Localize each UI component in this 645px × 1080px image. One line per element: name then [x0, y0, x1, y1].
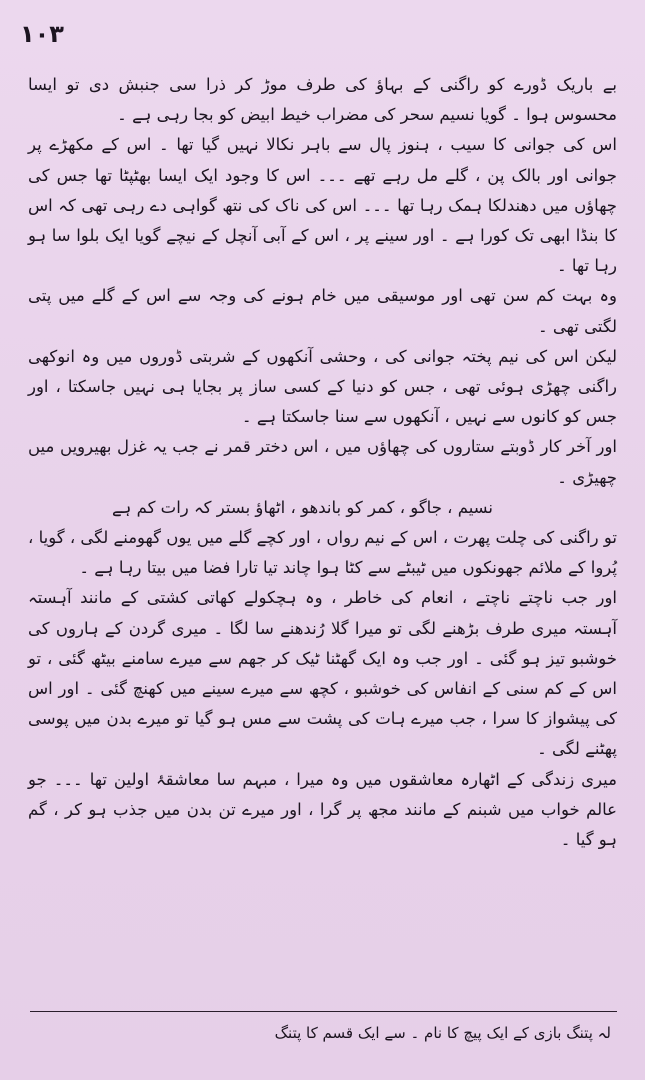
paragraph-1: بے باریک ڈورے کو راگنی کے بہاؤ کی طرف موڑ کر ذرا سی جنبش دی تو ایسا محسوس ہوا ۔ گویا نسیم سحر کی مضراب خیط ابیض کو بجا رہی ہے ۔: [28, 75, 617, 125]
paragraph-6: تو راگنی کی چلت پھرت ، اس کے نیم رواں ، اور کچے گلے میں یوں گھومنے لگی ، گویا ، پُروا کے ملائم جھونکوں میں ٹیبٹے سے کٹا ہوا چاند تیا تارا فضا میں بیتا رہا ہے ۔: [28, 528, 617, 578]
paragraph-2: اس کی جوانی کا سیب ، ہنوز پال سے باہر نکالا نہیں گیا تھا ۔ اس کے مکھڑے پر جوانی اور بالک پن ، گلے مل رہے تھے ۔۔۔ اس کا وجود ایک ایسا بھٹپٹا تھا جس کی چھاؤں میں دھندلکا ہمک رہا تھا ۔۔۔ اس کی ناک کی نتھ گواہی دے رہی تھی کہ اس کا بنڈا ابھی تک کورا ہے ۔ اور سینے پر ، اس کے آبی آنچل کے نیچے گویا ایک بلوا سا ہو رہا تھا ۔: [28, 135, 617, 276]
paragraph-8: میری زندگی کے اٹھارہ معاشقوں میں وہ میرا ، مبہم سا معاشقۂ اولین تھا ۔۔۔ جو عالم خواب میں شبنم کے مانند مجھ پر گرا ، اور میرے تن بدن میں جذب ہو کر ، گم ہو گیا ۔: [28, 769, 617, 850]
poem-verse: نسیم ، جاگو ، کمر کو باندھو ، اٹھاؤ بستر کہ رات کم ہے: [112, 497, 493, 517]
page-number: ۱۰۳: [20, 20, 64, 48]
paragraph-5: اور آخر کار ڈوبتے ستاروں کی چھاؤں میں ، اس دختر قمر نے جب یہ غزل بھیرویں میں چھیڑی ۔: [28, 437, 617, 487]
body-text: [28, 70, 617, 855]
footnote: لہ پتنگ بازی کے ایک پیچ کا نام ۔ سے ایک قسم کا پتنگ: [274, 1024, 611, 1042]
paragraph-4: لیکن اس کی نیم پختہ جوانی کی ، وحشی آنکھوں کے شربتی ڈوروں میں وہ انوکھی راگنی چھڑی ہوئی تھی ، جس کو دنیا کے کسی ساز پر بجایا ہی نہیں جاسکتا ، اور جس کو کانوں سے نہیں ، آنکھوں سے سنا جاسکتا ہے ۔: [28, 346, 617, 427]
footnote-divider: [30, 1011, 617, 1012]
paragraph-3: وہ بہت کم سن تھی اور موسیقی میں خام ہونے کی وجہ سے اس کے گلے میں پتی لگتی تھی ۔: [28, 286, 617, 336]
paragraph-7: اور جب ناچتے ناچتے ، انعام کی خاطر ، وہ ہچکولے کھاتی کشتی کے مانند آہستہ آہستہ میری طرف بڑھنے لگی تو میرا گلا رُندھنے سا لگا ۔ میری گردن کے ہاروں کی خوشبو تیز ہو گئی ۔ اور جب وہ ایک گھٹنا ٹیک کر جھم سے میرے سامنے بیٹھ گئی ، تو اس کے کم سنی کے انفاس کی خوشبو ، کچھ سے میرے سینے میں کھنچ گئی ۔ اور اس کی پیشواز کا سرا ، جب میرے ہات کی پشت سے مس ہو گیا تو میرے بدن میں پوسی پھٹنے لگی ۔: [28, 588, 617, 759]
